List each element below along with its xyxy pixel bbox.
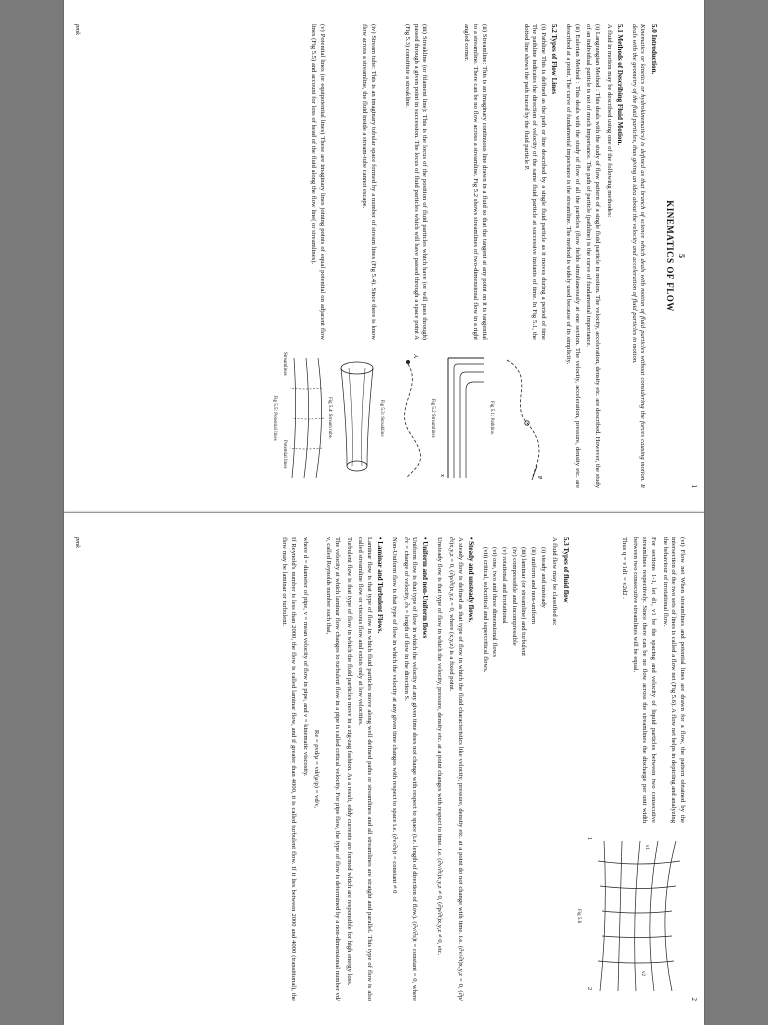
paragraph: Non-Uniform flow is that type of flow in which the velocity at any given time changes with respect to space i.e. (∂v/∂s)t = constant ≠ 0 [390, 537, 398, 894]
figure-caption: Fig 5.1: Pathline. [489, 400, 495, 436]
figure-flow-net [575, 831, 686, 1001]
label-potential-lines: Potential lines [281, 440, 287, 469]
footer-initials: pmk [73, 537, 81, 548]
flow-types-list [480, 547, 547, 1001]
list-item: (vi) one, two and three dimensional flows [491, 547, 499, 658]
paragraph: Kinematics or kinetics or hydrokinematics) is defined as that branch of science which deals with motion of fluid particles without considering the forces causing motion. It deals with the geometry of the fluid particles, thus giving an idea about the velocity and acceleration of fluid particles in motion. [630, 24, 647, 488]
list-item: (ii) uniform and non-uniform [530, 547, 538, 625]
label-streamlines: Streamlines [281, 352, 287, 376]
label-v2: v2 [640, 971, 645, 976]
subsection-heading: • Laminar and Turbulent Flows. [376, 537, 385, 634]
figure-potential-lines [270, 348, 325, 488]
paragraph: Laminar flow is that type of flow in which fluid particles move along well defined paths or streamlines and all streamlines are straight and parallel. This type of flow is also called streamline flow or viscous flow and exists only at low velocities. [357, 537, 373, 1001]
page-footer [72, 24, 81, 488]
paragraph: If Reynold's number is less than 2000, the flow is called laminar flow, and if greater than 4000, it is called turbulent flow. If it lies between 2000 and 4000 (transitional), the flow may be laminar or turbulent. [281, 537, 297, 1001]
paragraph: (i) Langrangian Method : This deals with the study of flow pattern of a single fluid particle in motion. The velocity, acceleration, density etc. are described. However, the study of an individual particle is not of much importance. The path of particle (pathline) is the curve of fundamental importance. [585, 24, 601, 488]
section-heading: 5.2 Types of Flow Lines [550, 24, 559, 94]
list-item: (iii) laminar (or streamline) and turbulent [520, 547, 528, 656]
paragraph: (ii) Eulerian Method : This deals with the study of flow of all the particles (flow fields simultaneously at one section. The velocity, acceleration, pressure, density etc. are described at a point. The curve of fundamental importance is the streamline. The method is widely used because of its simplicity. [564, 24, 581, 488]
subsection-heading: • Steady and unsteady flows. [466, 537, 475, 623]
figure-caption: Fig 5.3: Streakline [378, 399, 384, 437]
footer-initials: pmk [73, 24, 81, 35]
paragraph: A fluid flow may be classified as: [551, 537, 559, 626]
label-x: x [438, 474, 445, 477]
paragraph: (iv) Stream tube: This is an imaginary tubular space formed by a number of stream lines (Fig 5.4). Since there is know flow across a streamline, the fluid inside a stream-tube cannot escape. [361, 24, 378, 340]
equation: Re = ρvd/μ = vd/(μ/ρ) = vd/ν, [313, 729, 321, 809]
figure-caption: Fig 5.2 Streamlines [429, 398, 435, 438]
paragraph: The velocity at which laminar flow changes to turbulent flow in a pipe is called critical velocity. For pipe flow, the type of flow is determined by a non-dimensional number vd/ν, called Reynolds number such that, [325, 537, 341, 1001]
section-heading: 5.0 Introduction. [649, 24, 658, 75]
page-1-content [64, 0, 704, 512]
page-footer [72, 537, 81, 1001]
paragraph: Thus q = v1d1 = v2d2 . [620, 537, 628, 599]
label-P: P [535, 476, 542, 480]
figure-caption: Fig 5.6 [576, 908, 582, 924]
page-number: 2 [690, 997, 698, 1001]
list-item: (iv) compressible and incompressible [510, 547, 518, 646]
list-item: (v) rotational and irrotational [500, 547, 508, 624]
page-number: 1 [690, 484, 698, 488]
paragraph: Unsteady flow is that type of flow in which the velocity, pressure, density etc. at a point changes with respect to time. i.e. (∂v/∂t)x,y,z ≠ 0, (∂p/∂t)x,y,z ≠ 0, etc. [436, 537, 444, 956]
figure-pathline [488, 348, 547, 488]
label-2: 2 [586, 987, 592, 990]
page-2-content [64, 513, 704, 1025]
figure-streamlines [428, 348, 487, 488]
document-page-1 [64, 0, 704, 512]
paragraph: (v) Potential lines (or equipotential lines) These are imaginary lines joining points of equal potential on adjacent flow lines (Fig 5.5) and account for loss of head of the fluid along the flow line( or streamlines). [310, 24, 326, 340]
figure-stream-tube [326, 348, 377, 488]
paragraph: A fluid in motion may be described using one of the following methodes: [605, 24, 613, 218]
section-heading: 5.1 Methods of Describing Fluid Motion. [615, 24, 624, 146]
list-item: (i) steady and unsteady [539, 547, 547, 608]
section-heading: 5.3 Types of fluid flow [561, 537, 570, 603]
subsection-heading: • Uniform and non-Uniform flows [421, 537, 430, 639]
list-item: (vii) critical, subcritical and supercritical flows. [481, 547, 489, 673]
paragraph: Turbulent flow is that type of flow in which the fluid particles move in a zig-zag fashion. As a result, eddy currents are formed which are responsible for high energy loss. [345, 537, 353, 986]
paragraph: where d = diameter of pipe, v = mean velocity of flow in pipe, and ν = kinematic viscosity. [301, 537, 309, 777]
paragraph: (ii) Streamline: This is an imaginary continuous line drawn in a fluid so that the tangent at any point on it is tangential to a streamline. There can be no flow across a streamline. Fig 5.2 shows streamlines of two-dimensional flow in a right angled corner. [463, 24, 488, 340]
label-1: 1 [586, 837, 592, 840]
paragraph: (iii) Streakline (or filament line): This is the locus of the position of fluid particles which have (or will pass through) passed through a given point in succession. The locus of fluid particles which will have passed through a space point A (Fig 5.3) constitute a streakline. [403, 24, 429, 340]
chapter-title: KINEMATICS OF FLOW [665, 200, 676, 312]
figure-streakline [377, 348, 428, 488]
paragraph: (vi) Flow net When streamlines and potential lines are drawn for a flow, the pattern obtained by the intersection of the two sets of lines is called a flow net (Fig 5.6). A flow net helps in depicting and analyzing the behaviour of irrotational flow. [661, 537, 686, 823]
figure-caption: Fig 5.5: Potential lines [272, 395, 278, 441]
paragraph: A steady flow is defined as that type of flow in which the fluid characteristics like velocity, pressure, density etc. at a point do not change with time. i.e. (∂v/∂t)x,y,z = 0, (∂p/∂t)x,y,z = 0, (∂ρ/∂t)x,y,z = 0, where (x,y,z) is a fixed point. [447, 537, 464, 1001]
paragraph: For sections 1-1, let d1, v1 be the spacing and velocity of liquid particles between two consecutive streamlines respectively. Since there can be no flow across the streamlines the discharge per unit width between two consecutive streamlines will be equal. [632, 537, 657, 823]
document-page-2 [64, 512, 704, 1025]
label-v1: v1 [644, 845, 649, 850]
paragraph: (i) Pathline This is defined as the path or line described by a single fluid particle as it moves during a period of time The pathline indicates the direction of velocity of the same fluid particle at successive instants of time. In Fig 5.1, the dotted line shows the path traced by the fluid particle P. [522, 24, 547, 340]
chapter-number: 5 [677, 254, 686, 258]
label-A: A [412, 354, 419, 359]
paragraph: Uniform flow is that type of flow in which the velocity at any given time does not change with respect to space (i.e. length of direction of flow). (∂v/∂s)t = constant = 0, where ∂v = change of velocity, ∂s = length of flow in the direction S. [402, 537, 419, 1001]
figure-caption: Fig 5.4: Stream tube. [327, 396, 333, 440]
